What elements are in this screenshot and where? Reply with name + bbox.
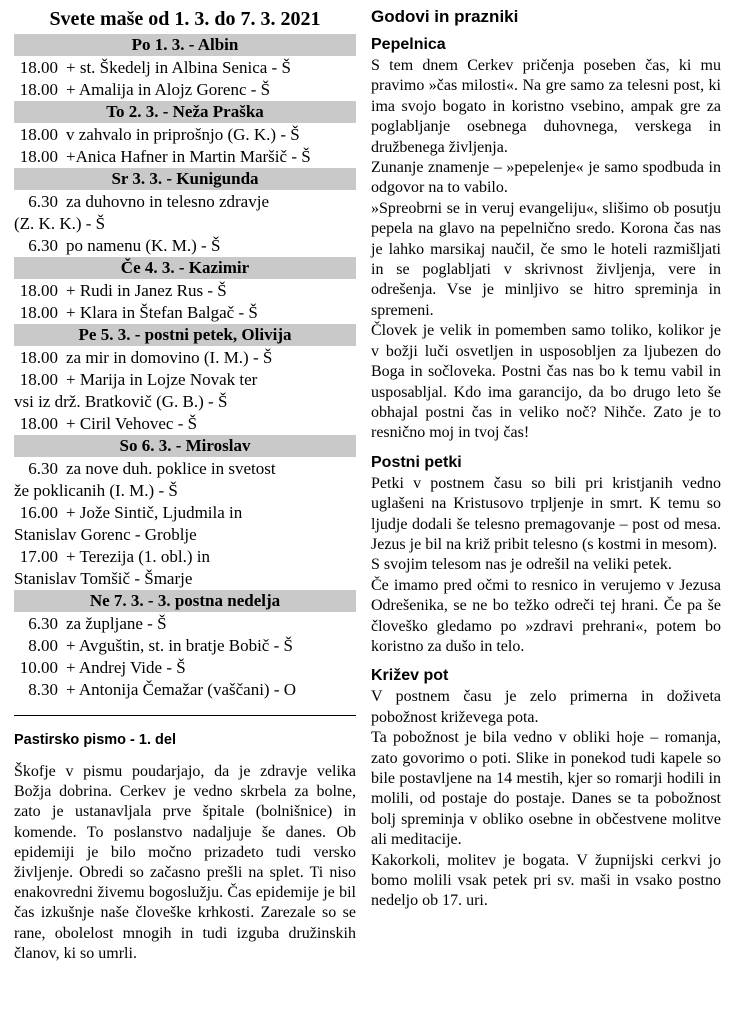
day-header-saturday: So 6. 3. - Miroslav [14,435,356,457]
mass-entry [14,347,356,369]
paragraph: Kakorkoli, molitev je bogata. V župnijski cerkvi jo bomo molili vsak petek pri sv. maši in vsako postno nedeljo ob 17. uri. [371,851,721,910]
mass-intention: + Antonija Čemažar (vaščani) - O [66,680,297,699]
mass-intention-continued: vsi iz drž. Bratkovič (G. B.) - Š [14,392,228,411]
mass-intention-continued: (Z. K. K.) - Š [14,214,106,233]
mass-entry [14,57,356,79]
mass-entry [14,146,356,168]
mass-intention-continued: Stanislav Gorenc - Groblje [14,525,197,544]
mass-intention: + Avguštin, st. in bratje Bobič - Š [66,636,293,655]
paragraph: S tem dnem Cerkev pričenja poseben čas, ki mu pravimo »čas milosti«. Na gre samo za telesni post, ki ima svojo bogato in koristno vsebino, ampak gre za poglabljanje osebnega duhovnega, verskega in družbenega življenja. [371,57,721,156]
mass-entry [14,546,356,568]
mass-time: 18.00 [19,147,58,166]
mass-time: 10.00 [19,658,58,677]
mass-time: 6.30 [28,459,58,478]
mass-time: 18.00 [19,281,58,300]
paragraph: S svojim telesom nas je odrešil na veliki petek. [371,556,672,574]
day-header-tuesday: To 2. 3. - Neža Praška [14,101,356,123]
mass-intention-continued: že poklicanih (I. M.) - Š [14,481,178,500]
paragraph: »Spreobrni se in veruj evangeliju«, slišimo ob posutju pepela na glavo na pepelnično sredo. Korona čas nas je lahko marsikaj naučil, če smo le hoteli razmišljati in se poglabljati v skrivnost življenja, vere in odrešenja. Vse je minljivo se hitro spreminja in spremeni. [371,199,721,319]
mass-time: 18.00 [19,370,58,389]
pastoral-letter-title: Pastirsko pismo - 1. del [14,732,176,748]
mass-time: 8.00 [28,636,58,655]
mass-intention: + Klara in Štefan Balgač - Š [66,303,258,322]
mass-intention: + Terezija (1. obl.) in [66,547,211,566]
mass-entry [14,124,356,146]
mass-time: 17.00 [19,547,58,566]
mass-intention: + Andrej Vide - Š [66,658,186,677]
mass-intention-continued: Stanislav Tomšič - Šmarje [14,569,193,588]
day-header-monday: Po 1. 3. - Albin [14,34,356,56]
mass-intention: + st. Škedelj in Albina Senica - Š [66,58,291,77]
paragraph: Človek je velik in pomemben samo toliko, kolikor je v božji luči osvetljen in usposobljen za ljubezen do Boga in sočloveka. Postni čas nas bo k temu vabil in usposabljal. Kdo ima garancijo, da bo drugo leto še obhajal postni čas in veliko noč? Nihče. Zato je to resnično moj in tvoj čas! [371,322,721,442]
mass-time: 18.00 [19,348,58,367]
section-title-way-of-the-cross: Križev pot [371,667,449,685]
mass-entry [14,635,356,657]
mass-entry [14,302,356,324]
mass-entry [14,235,356,257]
mass-time: 18.00 [19,58,58,77]
feasts-title: Godovi in prazniki [371,7,519,26]
section-divider [14,715,356,716]
mass-entry [14,191,356,213]
mass-entry [14,280,356,302]
mass-intention: za župljane - Š [66,614,167,633]
mass-intention: + Amalija in Alojz Gorenc - Š [66,80,271,99]
mass-time: 16.00 [19,503,58,522]
mass-time: 6.30 [28,614,58,633]
mass-intention: + Ciril Vehovec - Š [66,414,198,433]
mass-time: 8.30 [28,680,58,699]
mass-entry [14,458,356,480]
feasts-column [371,6,721,912]
mass-entry [14,369,356,391]
mass-time: 18.00 [19,125,58,144]
mass-intention: v zahvalo in priprošnjo (G. K.) - Š [66,125,300,144]
mass-time: 18.00 [19,414,58,433]
schedule-title: Svete maše od 1. 3. do 7. 3. 2021 [49,8,321,30]
mass-entry [14,79,356,101]
mass-time: 6.30 [28,192,58,211]
mass-entry [14,613,356,635]
paragraph: Zunanje znamenje – »pepelenje« je samo spodbuda in odgovor na to vabilo. [371,159,721,197]
mass-intention: za duhovno in telesno zdravje [66,192,269,211]
paragraph: V postnem času je zelo primerna in doživeta pobožnost križevega pota. [371,688,721,726]
mass-intention: + Jože Sintič, Ljudmila in [66,503,243,522]
mass-time: 6.30 [28,236,58,255]
mass-entry [14,657,356,679]
mass-intention: za nove duh. poklice in svetost [66,459,276,478]
day-header-sunday: Ne 7. 3. - 3. postna nedelja [14,590,356,612]
mass-entry [14,502,356,524]
mass-intention: za mir in domovino (I. M.) - Š [66,348,273,367]
mass-intention: + Rudi in Janez Rus - Š [66,281,227,300]
day-header-friday: Pe 5. 3. - postni petek, Olivija [14,324,356,346]
mass-intention: + Marija in Lojze Novak ter [66,370,258,389]
mass-intention: po namenu (K. M.) - Š [66,236,221,255]
mass-schedule-column [14,6,356,964]
day-header-thursday: Če 4. 3. - Kazimir [14,257,356,279]
mass-entry [14,679,356,701]
mass-intention: +Anica Hafner in Martin Maršič - Š [66,147,311,166]
day-header-wednesday: Sr 3. 3. - Kunigunda [14,168,356,190]
section-title-lenten-fridays: Postni petki [371,453,462,471]
pastoral-letter-text: Škofje v pismu poudarjajo, da je zdravje velika Božja dobrina. Cerkev je vedno skrbela za bolne, zato je ustanavljala prve špitale (bolnišnice) in komende. To poslanstvo nadaljuje še danes. Ob epidemiji je bilo močno prizadeto tudi versko življenje. Obredi so začasno prešli na splet. Ti niso enakovredni živemu bogoslužju. Čas epidemije je bil čas izkušnje naše človeške krhkosti. Zarezale so se rane, obolelost mnogih in tudi izguba družinskih članov, ki so umrli. [14,763,356,962]
section-title-ash-wednesday: Pepelnica [371,36,446,53]
mass-time: 18.00 [19,80,58,99]
paragraph: Če imamo pred očmi to resnico in verujemo v Jezusa Odrešenika, se ne bo težko odreči tej hrani. Če pa še človeško gledamo po »zdravi prehrani«, potem bo koristno za dušo in telo. [371,576,721,655]
mass-time: 18.00 [19,303,58,322]
paragraph: Ta pobožnost je bila vedno v obliki hoje – romanja, zato govorimo o poti. Slike in ponekod tudi kapele so bile postavljene na 14 mestih, kjer so romarji hodili in molili, od postaje do postaje. Danes se ta pobožnost bolj spreminja v obliko osebne in občestvene molitve ali meditacije. [371,729,721,849]
paragraph: Petki v postnem času so bili pri kristjanih vedno uglašeni na Kristusovo trpljenje in smrt. K temu so ljudje dodali še telesno premagovanje – post od mesa. Jezus je bil na križ pribit telesno (s kostmi in mesom). [371,474,721,553]
mass-entry [14,413,356,435]
